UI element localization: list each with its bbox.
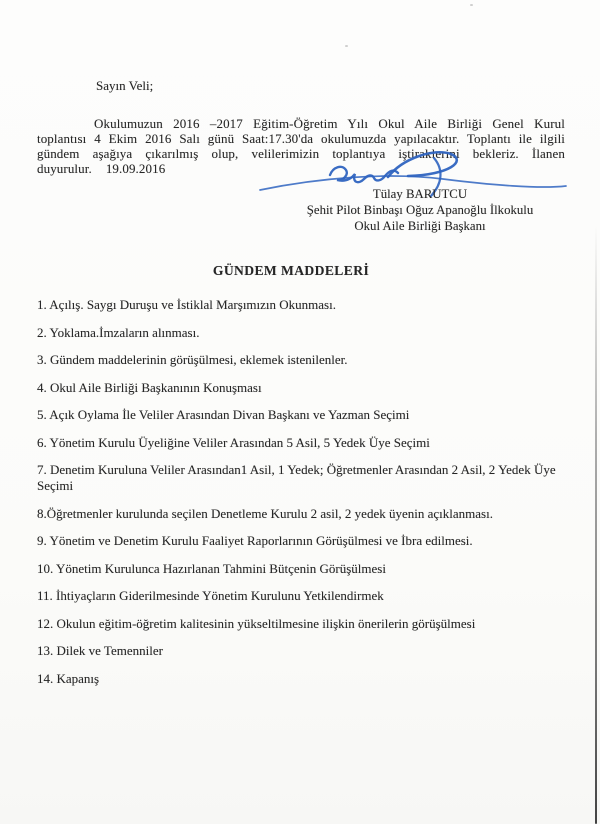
agenda-item: 12. Okulun eğitim-öğretim kalitesinin yükseltilmesine ilişkin önerilerin görüşülmesi: [37, 615, 476, 631]
agenda-item: 7. Denetim Kuruluna Veliler Arasından1 Asil, 1 Yedek; Öğretmenler Arasından 2 Asil, 2 Yedek Üye Seçimi: [37, 462, 556, 493]
signer-name: Tülay BARUTCU: [372, 187, 468, 201]
letter-body-text: Okulumuzun 2016 –2017 Eğitim-Öğretim Yılı Okul Aile Birliği Genel Kurul toplantısı 4 Ekim 2016 Salı günü Saat:17.30'da okulumuzda yapılacaktır. Toplantı ile ilgili gündem aşağıya çıkarılmış olup, velilerimizin toplantıya iştiraklerini bekleriz. İlanen duyurulur.: [37, 116, 565, 176]
signature-block: [252, 186, 588, 235]
agenda-item: 14. Kapanış: [37, 670, 100, 686]
agenda-item: 1. Açılış. Saygı Duruşu ve İstiklal Marşımızın Okunması.: [37, 297, 336, 312]
agenda-item: 10. Yönetim Kurulunca Hazırlanan Tahmini Bütçenin Görüşülmesi: [37, 560, 386, 576]
agenda-item: 8.Öğretmenler kurulunda seçilen Denetleme Kurulu 2 asil, 2 yedek üyenin açıklanması.: [37, 505, 493, 521]
agenda-item: 11. İhtiyaçların Giderilmesinde Yönetim Kurulunu Yetkilendirmek: [37, 588, 384, 603]
agenda-item: 13. Dilek ve Temenniler: [37, 643, 163, 658]
scan-speck: [345, 45, 348, 47]
agenda-item: 5. Açık Oylama İle Veliler Arasından Divan Başkanı ve Yazman Seçimi: [37, 407, 410, 422]
signer-role: Okul Aile Birliği Başkanı: [354, 219, 486, 234]
agenda-item: 2. Yoklama.İmzaların alınması.: [37, 324, 200, 340]
agenda-item: 9. Yönetim ve Denetim Kurulu Faaliyet Raporlarının Görüşülmesi ve İbra edilmesi.: [37, 533, 473, 548]
salutation: Sayın Veli;: [96, 78, 154, 93]
scan-edge-shadow: [595, 225, 597, 824]
agenda-heading: GÜNDEM MADDELERİ: [212, 263, 370, 278]
agenda-item: 6. Yönetim Kurulu Üyeliğine Veliler Arasından 5 Asil, 5 Yedek Üye Seçimi: [37, 434, 430, 450]
signer-institution: Şehit Pilot Binbaşı Oğuz Apanoğlu İlkokulu: [306, 203, 534, 218]
agenda-item: 4. Okul Aile Birliği Başkanının Konuşması: [37, 379, 262, 395]
letter-date: 19.09.2016: [105, 161, 166, 176]
agenda-list: [37, 297, 570, 698]
agenda-item: 3. Gündem maddelerinin görüşülmesi, eklemek istenilenler.: [37, 352, 348, 367]
scan-speck: [470, 4, 473, 6]
